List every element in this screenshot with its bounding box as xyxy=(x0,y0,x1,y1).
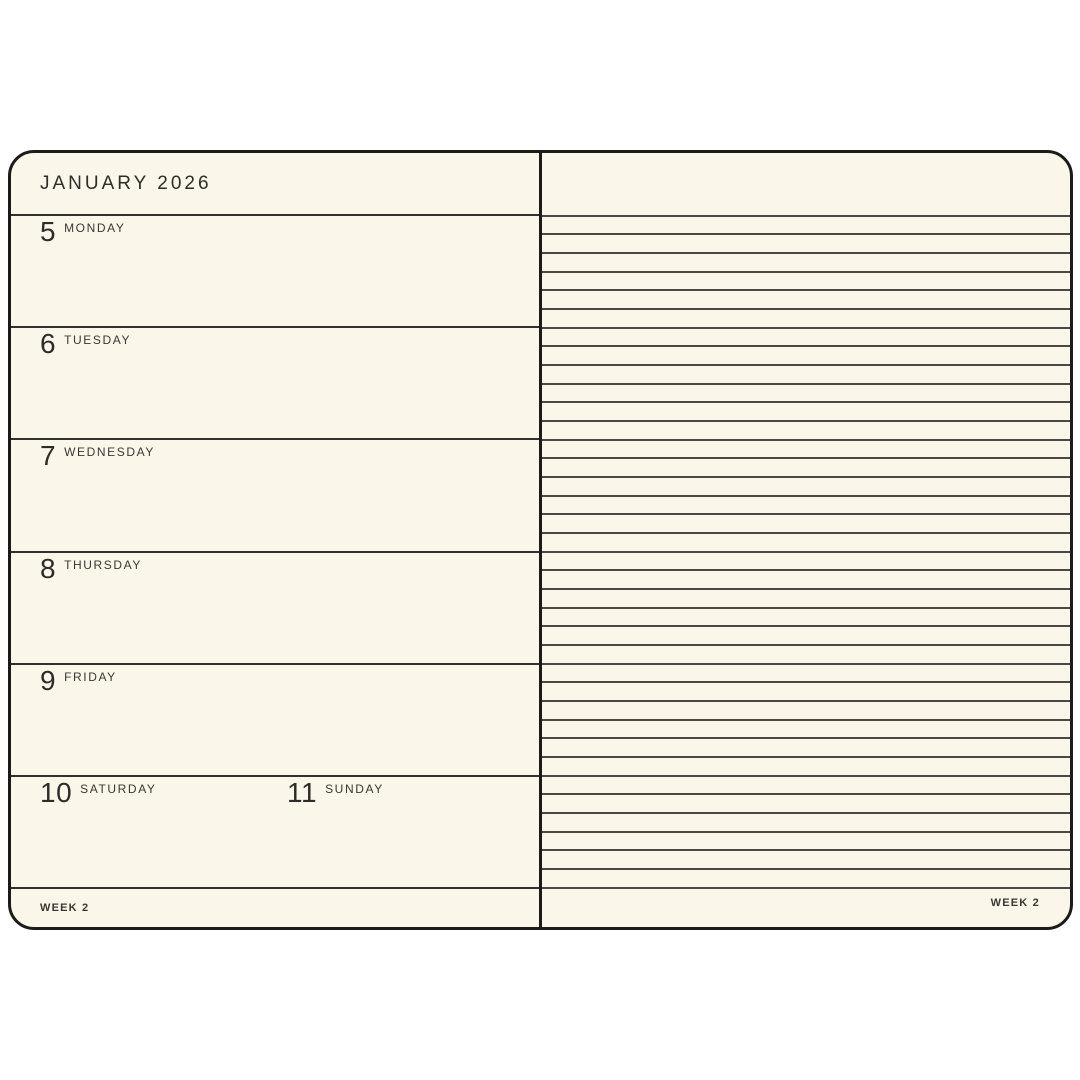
day-label: FRIDAY xyxy=(64,669,117,684)
ruled-line xyxy=(542,663,1070,665)
ruled-line xyxy=(542,644,1070,646)
planner-spread xyxy=(8,150,1073,930)
day-label: TUESDAY xyxy=(64,333,132,348)
ruled-line xyxy=(542,719,1070,721)
day-row-monday xyxy=(11,216,539,328)
day-label: THURSDAY xyxy=(64,557,142,572)
ruled-line xyxy=(542,849,1070,851)
ruled-line xyxy=(542,681,1070,683)
day-row-weekend xyxy=(11,777,539,889)
ruled-line xyxy=(542,233,1070,235)
day-number: 8 xyxy=(40,552,57,584)
ruled-line xyxy=(542,831,1070,833)
ruled-line xyxy=(542,625,1070,627)
right-page-ruled-lines xyxy=(542,153,1070,927)
ruled-line xyxy=(542,476,1070,478)
ruled-line xyxy=(542,551,1070,553)
ruled-line xyxy=(542,439,1070,441)
ruled-line xyxy=(542,532,1070,534)
day-row-friday xyxy=(11,665,539,777)
day-number: 6 xyxy=(40,328,57,360)
ruled-line xyxy=(542,793,1070,795)
day-head xyxy=(40,218,539,246)
ruled-line xyxy=(542,401,1070,403)
day-label: WEDNESDAY xyxy=(64,445,155,460)
month-title: JANUARY 2026 xyxy=(40,172,212,194)
day-number: 11 xyxy=(287,776,318,808)
day-head xyxy=(40,330,539,358)
ruled-line xyxy=(542,271,1070,273)
week-label-left: WEEK 2 xyxy=(40,901,90,914)
day-row-wednesday xyxy=(11,440,539,552)
day-number: 5 xyxy=(40,216,57,247)
day-number: 7 xyxy=(40,440,57,472)
week-label-right: WEEK 2 xyxy=(990,897,1040,909)
ruled-line xyxy=(542,289,1070,291)
ruled-line xyxy=(542,420,1070,422)
ruled-line xyxy=(542,308,1070,310)
day-label: MONDAY xyxy=(64,221,126,235)
ruled-line xyxy=(542,775,1070,777)
ruled-line xyxy=(542,588,1070,590)
ruled-line xyxy=(542,457,1070,459)
day-head xyxy=(40,442,539,470)
left-page xyxy=(11,153,539,927)
day-number: 10 xyxy=(40,776,73,808)
month-header xyxy=(11,153,539,216)
day-row-thursday xyxy=(11,553,539,665)
ruled-line xyxy=(542,345,1070,347)
ruled-line xyxy=(542,868,1070,870)
ruled-line xyxy=(542,607,1070,609)
day-rows xyxy=(11,216,539,889)
ruled-line xyxy=(542,700,1070,702)
day-number: 9 xyxy=(40,664,57,696)
ruled-line xyxy=(542,252,1070,254)
ruled-line xyxy=(542,383,1070,385)
ruled-line xyxy=(542,737,1070,739)
ruled-line xyxy=(542,513,1070,515)
ruled-line xyxy=(542,569,1070,571)
ruled-line xyxy=(542,215,1070,217)
ruled-line xyxy=(542,887,1070,889)
ruled-line xyxy=(542,327,1070,329)
ruled-line xyxy=(542,495,1070,497)
day-label: SUNDAY xyxy=(325,781,384,796)
day-head xyxy=(40,664,539,696)
day-head xyxy=(40,552,539,584)
ruled-line xyxy=(542,364,1070,366)
left-page-footer xyxy=(11,889,539,927)
day-row-tuesday xyxy=(11,328,539,440)
ruled-line xyxy=(542,756,1070,758)
day-head-sunday xyxy=(287,776,384,808)
right-page xyxy=(539,153,1070,927)
day-label: SATURDAY xyxy=(80,781,157,796)
ruled-line xyxy=(542,812,1070,814)
